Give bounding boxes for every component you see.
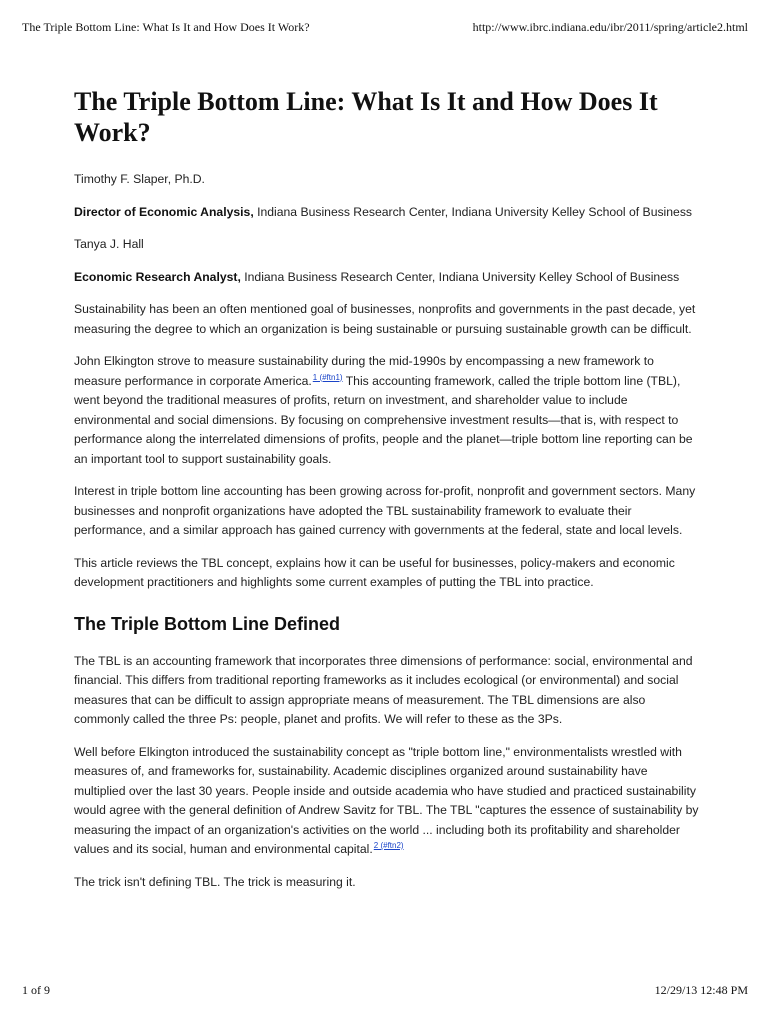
print-header-url: http://www.ibrc.indiana.edu/ibr/2011/spring/article2.html (472, 20, 748, 34)
paragraph-overview: This article reviews the TBL concept, explains how it can be useful for businesses, policy-makers and economic development practitioners and highlights some current examples of putting the TBL into practice. (74, 555, 675, 589)
paragraph-intro: Sustainability has been an often mentioned goal of businesses, nonprofits and governments in the past decade, yet measuring the degree to which an organization is being sustainable or pursuing sustainable growth can be difficult. (74, 302, 696, 336)
section-heading: The Triple Bottom Line Defined (74, 613, 341, 634)
paragraph-trick: The trick isn't defining TBL. The trick is measuring it. (74, 874, 356, 889)
author-name-2: Tanya J. Hall (74, 237, 144, 251)
author-name-1: Timothy F. Slaper, Ph.D. (74, 172, 205, 186)
author-org-2: Indiana Business Research Center, Indiana University Kelley School of Business (240, 269, 680, 284)
page-number: 1 of 9 (22, 983, 50, 997)
author-org-1: Indiana Business Research Center, Indiana University Kelley School of Business (253, 204, 693, 219)
paragraph-history (74, 743, 699, 860)
author-role-1: Director of Economic Analysis, (74, 204, 254, 219)
paragraph-elkington-b: This accounting framework, called the triple bottom line (TBL), went beyond the traditional measures of profits, return on investment, and shareholder value to include environmental and social dimensions. By focusing on comprehensive investment results—that is, with respect to performance along the interrelated dimensions of profits, people and the planet—triple bottom line reporting can be an important tool to support sustainability goals. (74, 373, 693, 466)
print-footer (22, 983, 748, 999)
footnote-link-2[interactable]: 2 (#ftn2) (373, 841, 404, 850)
author-role-2: Economic Research Analyst, (74, 269, 241, 284)
print-datetime: 12/29/13 12:48 PM (654, 983, 748, 997)
article (74, 86, 699, 905)
paragraph-interest: Interest in triple bottom line accounting has been growing across for-profit, nonprofit and government sectors. Many businesses and nonprofit organizations have adopted the TBL sustainability framework to evaluate their performance, and a similar approach has gained currency with governments at the federal, state and local levels. (74, 484, 696, 537)
print-header (22, 20, 748, 36)
paragraph-elkington (74, 352, 699, 469)
article-title: The Triple Bottom Line: What Is It and How Does It Work? (74, 87, 658, 147)
author-affiliation-2 (74, 268, 699, 288)
footnote-link-1[interactable]: 1 (#ftn1) (312, 372, 343, 382)
print-header-title: The Triple Bottom Line: What Is It and How Does It Work? (22, 20, 310, 34)
paragraph-history-a: Well before Elkington introduced the sustainability concept as "triple bottom line," environmentalists wrestled with measures of, and frameworks for, sustainability. Academic disciplines organized around sustainability have multiplied over the last 30 years. People inside and outside academia who have studied and practiced sustainability would agree with the general definition of Andrew Savitz for TBL. The TBL "captures the essence of sustainability by measuring the impact of an organization's activities on the world ... including both its profitability and shareholder values and its social, human and environmental capital. (74, 744, 699, 856)
paragraph-elkington-a: John Elkington strove to measure sustainability during the mid-1990s by encompassing a new framework to measure performance in corporate America. (74, 354, 654, 388)
author-affiliation-1 (74, 203, 699, 223)
paragraph-definition: The TBL is an accounting framework that incorporates three dimensions of performance: social, environmental and financial. This differs from traditional reporting frameworks as it includes ecological (or environmental) and social measures that can be difficult to assign appropriate means of measurement. The TBL dimensions are also commonly called the three Ps: people, planet and profits. We will refer to these as the 3Ps. (74, 653, 693, 726)
